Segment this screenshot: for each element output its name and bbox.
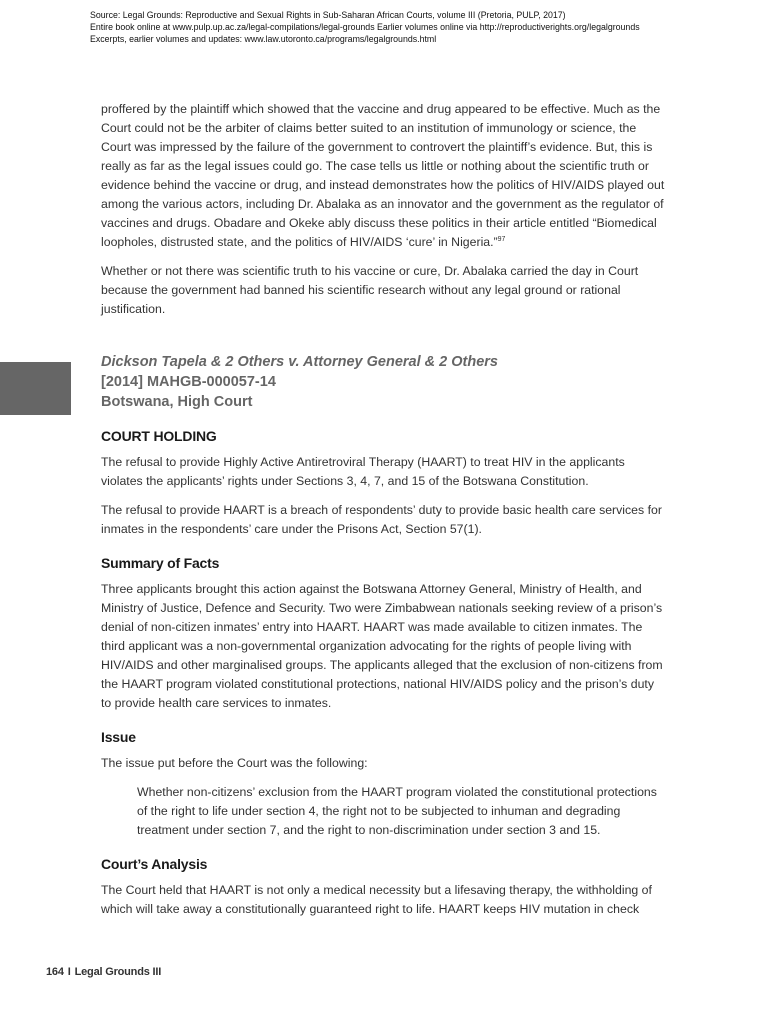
source-line-3: Excerpts, earlier volumes and updates: www.law.utoronto.ca/programs/legalgrounds.html: [90, 34, 437, 44]
page-content: [101, 100, 667, 919]
intro-paragraph-2: Whether or not there was scientific truth to his vaccine or cure, Dr. Abalaka carried the day in Court because the government had banned his scientific research without any legal ground or rational justification.: [101, 264, 639, 316]
source-header: [90, 9, 750, 45]
case-court: Botswana, High Court: [101, 394, 253, 410]
courts-analysis-heading: Court’s Analysis: [101, 856, 208, 872]
summary-of-facts-heading: Summary of Facts: [101, 555, 220, 571]
page-number: 164: [46, 966, 64, 978]
facts-paragraph: Three applicants brought this action against the Botswana Attorney General, Ministry of Health, and Ministry of Justice, Defence and Security. Two were Zimbabwean nationals seeking review of a prison’s denial of non-citizen inmates’ entry into HAART. HAART was made available to citizen inmates. The third applicant was a non-governmental organization advocating for the rights of people living with HIV/AIDS and other marginalised groups. The applicants alleged that the exclusion of non-citizens from the HAART program violated constitutional protections, national HIV/AIDS policy and the prison’s duty to provide health care services to inmates.: [101, 582, 663, 710]
book-title: Legal Grounds III: [74, 966, 162, 978]
analysis-paragraph: The Court held that HAART is not only a medical necessity but a lifesaving therapy, the withholding of which will take away a constitutionally guaranteed right to life. HAART keeps HIV mutation in check: [101, 883, 652, 916]
court-holding-heading: COURT HOLDING: [101, 428, 217, 444]
intro-paragraph-1: proffered by the plaintiff which showed that the vaccine and drug appeared to be effective. Much as the Court could not be the arbiter of claims better suited to an institution of immunology or science, the Court was impressed by the failure of the government to controvert the plaintiff’s evidence. But, this is really as far as the legal issues could go. The case tells us little or nothing about the scientific truth or evidence behind the vaccine or drug, and instead demonstrates how the politics of HIV/AIDS played out among the various actors, including Dr. Abalaka as an innovator and the government as the regulator of vaccines and drugs. Obadare and Okeke ably discuss these politics in their article entitled “Biomedical loopholes, distrusted state, and the politics of HIV/AIDS ‘cure’ in Nigeria.”$^{97}$: [101, 102, 665, 249]
case-name: Dickson Tapela & 2 Others v. Attorney General & 2 Others: [101, 354, 499, 370]
source-line-2: Entire book online at www.pulp.up.ac.za/legal-compilations/legal-grounds Earlier volumes online via http://reproductiverights.org/legalgrounds: [90, 22, 640, 32]
footer-separator: I: [67, 966, 71, 978]
source-line-1: Source: Legal Grounds: Reproductive and Sexual Rights in Sub-Saharan African Courts, volume III (Pretoria, PULP, 2017): [90, 10, 566, 20]
holding-paragraph-2: The refusal to provide HAART is a breach of respondents’ duty to provide basic health care services for inmates in the respondents’ care under the Prisons Act, Section 57(1).: [101, 503, 662, 536]
issue-intro: The issue put before the Court was the following:: [101, 756, 368, 770]
chapter-side-tab: [0, 362, 71, 415]
case-citation: [2014] MAHGB-000057-14: [101, 374, 276, 390]
issue-quote: Whether non-citizens’ exclusion from the HAART program violated the constitutional protections of the right to life under section 4, the right not to be subjected to inhuman and degrading treatment under section 7, and the right to non-discrimination under section 3 and 15.: [137, 785, 657, 837]
case-header: [101, 352, 667, 412]
holding-paragraph-1: The refusal to provide Highly Active Antiretroviral Therapy (HAART) to treat HIV in the applicants violates the applicants’ rights under Sections 3, 4, 7, and 15 of the Botswana Constitution.: [101, 455, 625, 488]
footnote-marker: 97: [497, 235, 506, 243]
issue-heading: Issue: [101, 729, 136, 745]
page-footer: [46, 966, 161, 978]
